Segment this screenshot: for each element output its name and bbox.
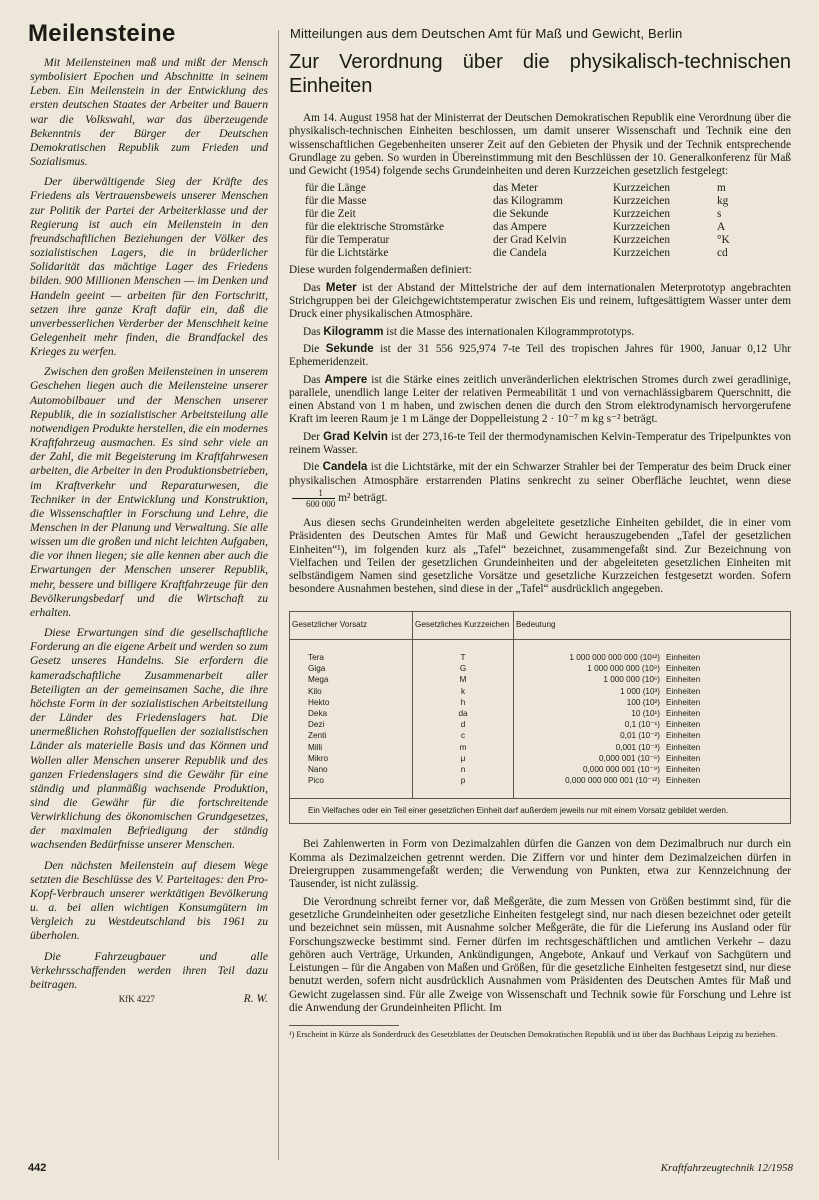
section-heading: Meilensteine <box>28 20 176 47</box>
base-unit-row <box>305 208 738 221</box>
base-unit-quantity: für die Zeit <box>305 208 356 221</box>
definition-meter: Das Meter ist der Abstand der Mittelstriche der auf dem internationalen Meterprototyp angebrachten Strichgruppen bei der Gleichgewichtstemperatur zwischen Eis und reinem, luftgesättigtem Wasser unter dem Druck einer physikalischen Atmosphäre. <box>289 281 791 321</box>
prefix-unit: Einheiten <box>666 664 701 674</box>
footnote: ¹) Erscheint in Kürze als Sonderdruck des Gesetzblattes der Deutschen Demokratischen Republik und ist über das Buchhaus Leipzig zu beziehen. <box>289 1030 778 1040</box>
prefix-prefix: Pico <box>290 775 413 786</box>
prefix-symbol: G <box>413 663 514 674</box>
editorial-paragraph: Mit Meilensteinen maß und mißt der Mensch symbolisiert Epochen und Abschnitte in seinem Leben. Ein Meilenstein in der Entwicklung des ersten deutschen Staates der Arbeiter und Bauern war die Volkswahl, war das überzeugende Bekenntnis der Bürger der Deutschen Demokratischen Republik zum Frieden und Sozialismus. <box>30 56 268 169</box>
base-unit-symbol: s <box>717 208 722 221</box>
definition-candela: Die Candela ist die Lichtstärke, mit der ein Schwarzer Strahler bei der Temperatur des beim Druck einer physikalischen Atmosphäre erstarrenden Platins senkrecht zu seiner Oberfläche leuchtet, wenn diese $\frac{1}{600 000}$ m² beträgt. <box>289 461 791 509</box>
base-unit-row <box>305 247 738 260</box>
prefix-symbol: k <box>413 686 514 697</box>
base-unit-unit: das Kilogramm <box>493 195 563 208</box>
editorial-paragraph: Der überwältigende Sieg der Kräfte des Friedens als Vertrauensbeweis unserer Menschen zur Politik der Partei der Arbeiterklasse und der Regierung ist auch ein Meilenstein in den freundschaftlichen Beziehungen der Völker des sozialistischen Lagers, die in brüderlicher Solidarität das mächtige Lager des Friedens bilden. 900 Millionen Menschen — im Denken und Handeln geeint — arbeiten für den Fortschritt, setzen ihre ganze Kraft dafür ein, daß die unverbesserlichen Verderber der Menschheit keine Gelegenheit mehr finden, die Brandfackel des Krieges zu werfen. <box>30 175 268 359</box>
prefix-row <box>290 730 790 741</box>
prefix-value: 10 (10¹) <box>631 709 660 719</box>
prefix-prefix: Deka <box>290 708 413 719</box>
prefix-row <box>290 742 790 753</box>
base-unit-unit: das Ampere <box>493 221 547 234</box>
prefix-unit: Einheiten <box>666 765 701 775</box>
prefix-unit: Einheiten <box>666 653 701 663</box>
base-units-table <box>305 182 738 260</box>
term-meter: Meter <box>325 281 357 294</box>
base-unit-label: Kurzzeichen <box>613 234 671 247</box>
prefix-row <box>290 674 790 685</box>
prefix-row <box>290 753 790 764</box>
prefix-unit: Einheiten <box>666 731 701 741</box>
area-fraction: $\frac{1}{600 000}$ <box>292 488 335 509</box>
prefix-symbol: m <box>413 742 514 753</box>
term-kelvin: Grad Kelvin <box>323 430 388 443</box>
prefix-row <box>290 652 790 663</box>
editorial-signature <box>30 992 268 1006</box>
base-unit-quantity: für die Länge <box>305 182 366 195</box>
prefix-unit: Einheiten <box>666 720 701 730</box>
prefix-row <box>290 719 790 730</box>
journal-issue: Kraftfahrzeugtechnik 12/1958 <box>660 1162 793 1174</box>
prefix-unit: Einheiten <box>666 742 701 752</box>
prefix-table <box>289 611 791 825</box>
editorial-paragraph: Die Fahrzeugbauer und alle Verkehrsschaffenden werden ihren Teil dazu beitragen. <box>30 949 268 991</box>
prefix-row <box>290 708 790 719</box>
term-ampere: Ampere <box>324 373 368 386</box>
base-unit-symbol: °K <box>717 234 730 247</box>
definitions-intro: Diese wurden folgendermaßen definiert: <box>289 264 472 277</box>
prefix-symbol: M <box>413 674 514 685</box>
term-sekunde: Sekunde <box>325 342 374 355</box>
base-unit-label: Kurzzeichen <box>613 247 671 260</box>
prefix-row <box>290 686 790 697</box>
prefix-prefix: Giga <box>290 663 413 674</box>
prefix-value: 0,001 (10⁻³) <box>615 742 660 752</box>
term-candela: Candela <box>322 461 368 474</box>
prefix-prefix: Zenti <box>290 730 413 741</box>
prefix-unit: Einheiten <box>666 753 701 763</box>
definition-ampere: Das Ampere ist die Stärke eines zeitlich unveränderlichen elektrischen Stromes durch zwei geradlinige, parallele, unendlich lange Leiter der relativen Permeabilität 1 und von vernachlässigbarem Querschnitt, die einen Abstand von 1 m haben, und zwischen denen die durch den Strom elektrodynamisch hervorgerufene Kraft im leeren Raum je 1 m Länge der Doppelleistung 2 · 10⁻⁷ m kg s⁻² beträgt. <box>289 373 791 426</box>
prefix-symbol: T <box>413 652 514 663</box>
base-unit-unit: die Sekunde <box>493 208 549 221</box>
prefix-unit: Einheiten <box>666 709 701 719</box>
prefix-symbol: p <box>413 775 514 786</box>
header-prefix: Gesetzlicher Vorsatz <box>290 612 413 640</box>
measuring-devices-paragraph: Die Verordnung schreibt ferner vor, daß Meßgeräte, die zum Messen von Größen bestimmt sind, für die gesetzliche Grundeinheiten oder gesetzliche Einheiten festgelegt sind, nur nach diesen bezeichnet oder geteilt und bezeichnet sein müssen, mit Ausnahme solcher Meßgeräte, die für die Lieferung ins Ausland oder für Forschungszwecke bestimmt sind. Ferner dürfen im rechtsgeschäftlichen und amtlichen Verkehr – dazu gehören auch Verträge, Urkunden, Ankündigungen, Angebote, Ankauf und Verkauf von Sachgütern und Leistungen – für die Angaben von Maßen und Größen, für die gesetzliche Einheiten festgesetzt sind, nur diese benutzt werden, sofern nicht ausdrücklich Ausnahmen vom Präsidenten des Deutschen Amtes für Maß und Gewicht zugelassen sind. Für alle Zweige von Wissenschaft und Technik sowie für Forschung und Lehre ist die Anwendung der Grundeinheiten Pflicht. Im <box>289 895 791 1015</box>
prefix-prefix: Nano <box>290 764 413 775</box>
base-unit-quantity: für die Lichtstärke <box>305 247 389 260</box>
article-column <box>289 50 791 1041</box>
base-unit-label: Kurzzeichen <box>613 182 671 195</box>
base-unit-row <box>305 182 738 195</box>
base-unit-label: Kurzzeichen <box>613 195 671 208</box>
page-footer <box>28 1162 793 1174</box>
editorial-paragraph: Zwischen den großen Meilensteinen in unserem Geschehen liegen auch die Meilensteine unserer Automobilbauer und der Menschen unserer Republik, die in sozialistischer Arbeitsteilung alle notwendigen Produkte herstellen, die ein modernes Kraftfahrzeug ausmachen. Es sind sehr viele an der Zahl, die mit Begeisterung im Kraftfahrwesen arbeiten, die Arbeiter in den Produktionsbetrieben, im Kraftverkehr und Reparaturwesen, die Techniker in der Entwicklung und Konstruktion, die Wissenschaftler in Forschung und Lehre, die Menschen in der Planung und Verwaltung. Sie alle wissen um die großen und nicht leichten Aufgaben, die vor ihnen liegen; sie alle kennen aber auch die Erwartungen der Menschen unserer Republik, mehr, bessere und billigere Kraftfahrzeuge für den Bevölkerungsbedarf und die Wirtschaft zu erhalten. <box>30 365 268 619</box>
base-unit-row <box>305 195 738 208</box>
definition-sekunde: Die Sekunde ist der 31 556 925,974 7-te Teil des tropischen Jahres für 1900, Januar 0,12 Uhr Ephemeridenzeit. <box>289 342 791 369</box>
prefix-value: 0,000 000 001 (10⁻⁹) <box>582 765 660 775</box>
column-divider <box>278 30 279 1160</box>
prefix-symbol: da <box>413 708 514 719</box>
prefix-symbol: c <box>413 730 514 741</box>
prefix-value: 1 000 000 000 000 (10¹²) <box>569 653 660 663</box>
prefix-note: Ein Vielfaches oder ein Teil einer gesetzlichen Einheit darf außerdem jeweils nur mit einem Vorsatz gebildet werden. <box>290 798 790 823</box>
prefix-symbol: d <box>413 719 514 730</box>
editorial-paragraph: Den nächsten Meilenstein auf diesem Wege setzten die Beschlüsse des V. Parteitages: den Pro-Kopf-Verbrauch unserer werktätigen Bevölkerung u. a. bei allen wichtigen Konsumgütern im Vergleich zu Westdeutschland bis 1961 zu überholen. <box>30 858 268 943</box>
base-unit-quantity: für die Temperatur <box>305 234 390 247</box>
article-code: KfK 4227 <box>118 994 155 1004</box>
prefix-prefix: Dezi <box>290 719 413 730</box>
header-symbol: Gesetzliches Kurzzeichen <box>413 612 514 640</box>
prefix-prefix: Milli <box>290 742 413 753</box>
prefix-value: 0,01 (10⁻²) <box>620 731 660 741</box>
prefix-symbol: n <box>413 764 514 775</box>
footnote-rule <box>289 1025 399 1026</box>
prefix-prefix: Mega <box>290 674 413 685</box>
prefix-row <box>290 764 790 775</box>
base-unit-symbol: A <box>717 221 726 234</box>
author-initials: R. W. <box>243 992 268 1005</box>
base-unit-symbol: kg <box>717 195 729 208</box>
base-unit-row <box>305 221 738 234</box>
base-unit-symbol: cd <box>717 247 728 260</box>
base-unit-unit: der Grad Kelvin <box>493 234 567 247</box>
definition-kelvin: Der Grad Kelvin ist der 273,16-te Teil der thermodynamischen Kelvin-Temperatur des Tripelpunktes von reinem Wasser. <box>289 430 791 457</box>
base-unit-quantity: für die elektrische Stromstärke <box>305 221 444 234</box>
header-meaning: Bedeutung <box>514 612 791 640</box>
prefix-value: 100 (10²) <box>626 697 660 707</box>
prefix-prefix: Hekto <box>290 697 413 708</box>
prefix-prefix: Tera <box>290 652 413 663</box>
base-unit-symbol: m <box>717 182 726 195</box>
definition-kilogramm: Das Kilogramm ist die Masse des internationalen Kilogrammprototyps. <box>303 325 635 338</box>
prefix-unit: Einheiten <box>666 675 701 685</box>
base-unit-row <box>305 234 738 247</box>
prefix-prefix: Mikro <box>290 753 413 764</box>
page-number: 442 <box>28 1162 47 1174</box>
prefix-value: 1 000 (10³) <box>619 686 660 696</box>
decimal-paragraph: Bei Zahlenwerten in Form von Dezimalzahlen dürfen die Ganzen von dem Dezimalbruch nur durch ein Komma als Dezimalzeichen getrennt werden. Die Ziffern vor und hinter dem Dezimalzeichen dürfen in Dreiergruppen zusammengefaßt werden; die Verwendung von Punkten, etwa zur Kennzeichnung der Tausender, ist nicht zulässig. <box>289 838 791 891</box>
institution-header: Mitteilungen aus dem Deutschen Amt für Maß und Gewicht, Berlin <box>290 26 683 41</box>
base-unit-label: Kurzzeichen <box>613 221 671 234</box>
prefix-symbol: μ <box>413 753 514 764</box>
prefix-value: 1 000 000 000 (10⁹) <box>587 664 660 674</box>
term-kilogramm: Kilogramm <box>323 325 384 338</box>
article-title: Zur Verordnung über die physikalisch-technischen Einheiten <box>289 51 791 97</box>
base-unit-unit: die Candela <box>493 247 547 260</box>
prefix-unit: Einheiten <box>666 776 701 786</box>
editorial-paragraph: Diese Erwartungen sind die gesellschaftliche Forderung an die eigene Arbeit und werden so zum Gesetz unseres Handelns. Sie erfordern die kameradschaftliche Zusammenarbeit aller Beteiligten an der gemeinsamen Sache, die ihre höchste Form in der sozialistischen Arbeitsteilung der Länder des Friedenslagers hat. Die unermeßlichen Rohstoffquellen der sozialistischen Länder als materielle Basis und das Können und Wollen aller Menschen unserer Republik und des ganzen Friedenslagers sind die Gewähr für eine ständig und planmäßig wachsende Produktion, sind die Gewähr für die fortschreitende Verwirklichung des ökonomischen Grundgesetzes, der maximalen Befriedigung der ständig wachsenden Bedürfnisse unserer Menschen. <box>30 626 268 852</box>
prefix-value: 0,000 000 000 001 (10⁻¹²) <box>565 776 660 786</box>
base-unit-quantity: für die Masse <box>305 195 367 208</box>
prefix-value: 0,1 (10⁻¹) <box>624 720 660 730</box>
prefix-row <box>290 663 790 674</box>
prefix-prefix: Kilo <box>290 686 413 697</box>
prefix-symbol: h <box>413 697 514 708</box>
base-unit-label: Kurzzeichen <box>613 208 671 221</box>
prefix-row <box>290 697 790 708</box>
prefix-value: 0,000 001 (10⁻⁶) <box>599 753 660 763</box>
prefix-value: 1 000 000 (10⁶) <box>603 675 660 685</box>
article-intro: Am 14. August 1958 hat der Ministerrat der Deutschen Demokratischen Republik eine Verordnung über die physikalisch-technischen Einheiten beschlossen, um damit unserer Wissenschaft und Technik eine den wissenschaftlichen Gegebenheiten unserer Zeit auf den Gebieten der Physik und der Technik entsprechende Grundlage zu geben. So wurden in Übereinstimmung mit den Beschlüssen der 10. Generalkonferenz für Maß und Gewicht (1954) folgende sechs Grundeinheiten und deren Kurzzeichen gesetzlich festgelegt: <box>289 112 791 178</box>
base-unit-unit: das Meter <box>493 182 538 195</box>
derived-units-paragraph: Aus diesen sechs Grundeinheiten werden abgeleitete gesetzliche Einheiten gebildet, die in einer vom Präsidenten des Deutschen Amtes für Maß und Gewicht herauszugebenden „Tafel der gesetzlichen Einheiten“¹), im folgenden kurz als „Tafel“ bezeichnet, zusammengefaßt sind. Zur Bezeichnung von Vielfachen und Teilen der gesetzlichen Grundeinheiten und der abgeleiteten gesetzlichen Einheiten mit selbständigem Namen sind gesetzliche Vorsätze und gesetzliche Kurzzeichen festgesetzt worden. Sofern besondere Ausnahmen bestehen, sind diese in der „Tafel“ ausdrücklich angegeben. <box>289 516 791 596</box>
prefix-row <box>290 775 790 786</box>
prefix-unit: Einheiten <box>666 697 701 707</box>
prefix-unit: Einheiten <box>666 686 701 696</box>
editorial-column <box>30 56 268 1006</box>
